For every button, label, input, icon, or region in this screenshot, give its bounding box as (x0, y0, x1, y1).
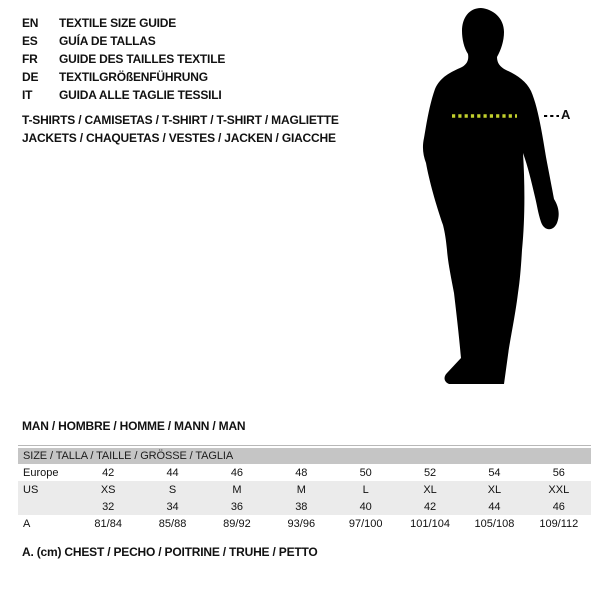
cell: S (140, 481, 204, 498)
language-code: ES (22, 34, 38, 48)
cell: 48 (295, 466, 308, 479)
language-row (22, 86, 225, 104)
cell: XXL (527, 481, 591, 498)
row-label: A (23, 517, 31, 530)
table-row-us (18, 481, 591, 498)
cell: XS (76, 481, 140, 498)
language-list (22, 14, 225, 104)
language-title: GUÍA DE TALLAS (59, 34, 156, 48)
cell: 97/100 (348, 517, 383, 530)
cell: L (334, 481, 398, 498)
cell: 36 (205, 498, 269, 515)
category-line-jackets: JACKETS / CHAQUETAS / VESTES / JACKEN / GIACCHE (22, 131, 336, 145)
cell: 101/104 (410, 517, 450, 530)
man-silhouette (418, 5, 571, 390)
cell: 46 (230, 466, 244, 479)
language-row (22, 50, 225, 68)
cell: 52 (423, 466, 437, 479)
language-code: DE (22, 70, 39, 84)
cell: 93/96 (287, 517, 316, 530)
language-row (22, 68, 225, 86)
cell: XL (398, 481, 462, 498)
language-code: FR (22, 52, 38, 66)
cell: 42 (398, 498, 462, 515)
language-code: EN (22, 16, 39, 30)
size-table-header-row (18, 448, 591, 464)
cell: 89/92 (223, 517, 251, 530)
language-row (22, 32, 225, 50)
cell: 109/112 (539, 517, 579, 530)
table-row-us-numeric (18, 498, 591, 515)
language-row (22, 14, 225, 32)
cell: 81/84 (94, 517, 122, 530)
cell: 34 (140, 498, 204, 515)
cell: 56 (552, 466, 565, 479)
language-title: TEXTILE SIZE GUIDE (59, 16, 177, 30)
cell: 38 (269, 498, 333, 515)
table-top-rule (18, 445, 591, 446)
size-table-header: SIZE / TALLA / TAILLE / GRÖSSE / TAGLIA (18, 448, 591, 464)
language-code: IT (22, 88, 33, 102)
cell: 50 (359, 466, 372, 479)
cell: 42 (102, 466, 115, 479)
man-silhouette-path (423, 8, 559, 384)
table-row-chest-a (18, 515, 591, 532)
cell: 54 (488, 466, 501, 479)
cell: XL (462, 481, 526, 498)
man-silhouette-image (418, 5, 571, 390)
row-label (18, 498, 76, 515)
category-line-tshirts: T-SHIRTS / CAMISETAS / T-SHIRT / T-SHIRT / MAGLIETTE (22, 113, 339, 127)
language-title: GUIDA ALLE TAGLIE TESSILI (59, 88, 222, 102)
cell: 32 (76, 498, 140, 515)
cell: 105/108 (474, 517, 515, 530)
cell: 44 (462, 498, 526, 515)
cell: M (269, 481, 333, 498)
cell: 46 (527, 498, 591, 515)
cell: M (205, 481, 269, 498)
size-table (18, 448, 591, 532)
cell: 40 (334, 498, 398, 515)
category-lines (22, 111, 339, 147)
row-label: US (18, 481, 76, 498)
measure-label-a: A (561, 107, 571, 122)
section-title-man: MAN / HOMBRE / HOMME / MANN / MAN (22, 419, 246, 433)
row-label: Europe (23, 466, 59, 479)
language-title: TEXTILGRÖßENFÜHRUNG (59, 70, 208, 84)
cell: 85/88 (158, 517, 187, 530)
language-title: GUIDE DES TAILLES TEXTILE (59, 52, 226, 66)
table-row-europe (18, 464, 591, 481)
cell: 44 (166, 466, 179, 479)
footnote-chest: A. (cm) CHEST / PECHO / POITRINE / TRUHE / PETTO (22, 545, 318, 559)
